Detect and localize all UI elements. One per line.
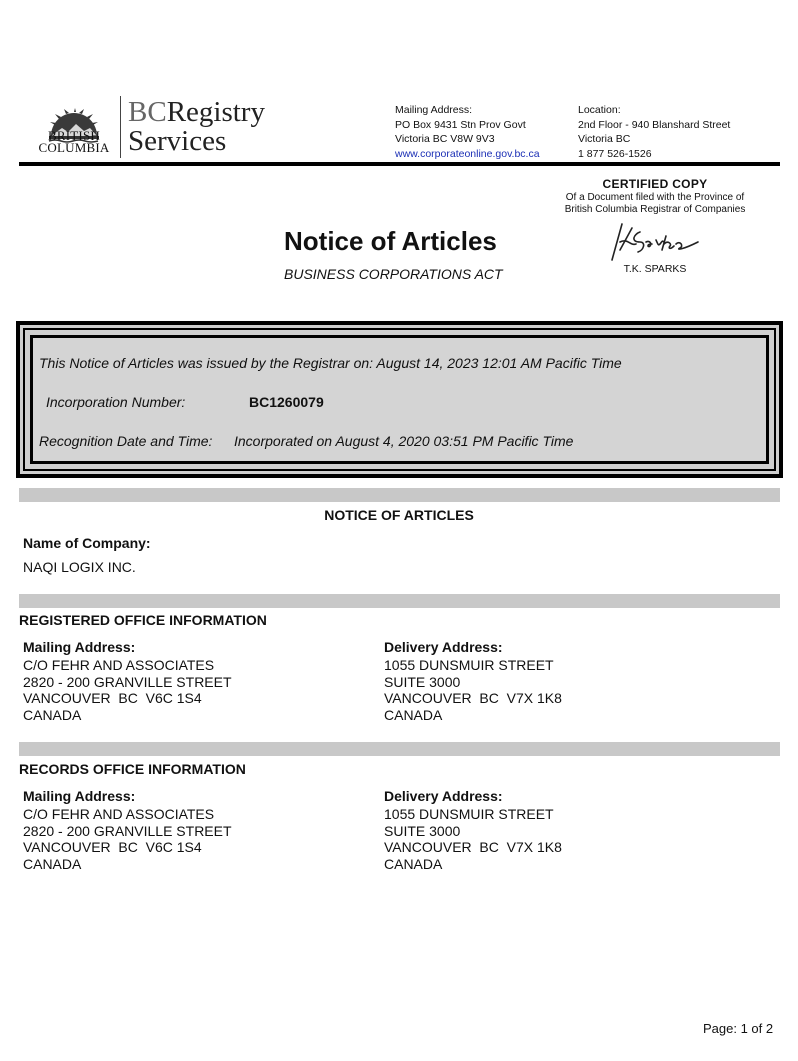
logo-divider: [120, 96, 121, 158]
issued-statement: This Notice of Articles was issued by the Registrar on: August 14, 2023 12:01 AM Pacific Time: [39, 355, 622, 371]
section-band: [19, 594, 780, 608]
records-mailing-address: [23, 806, 232, 873]
recognition-label: Recognition Date and Time:: [39, 433, 213, 449]
address-line: VANCOUVER BC V7X 1K8: [384, 690, 562, 707]
mailing-address-label: Mailing Address:: [395, 104, 473, 116]
mailing-address-line: Victoria BC V8W 9V3: [395, 133, 495, 145]
address-line: SUITE 3000: [384, 822, 461, 839]
address-line: VANCOUVER BC V7X 1K8: [384, 839, 562, 856]
registered-delivery-address: [384, 657, 562, 724]
mailing-address-line: PO Box 9431 Stn Prov Govt: [395, 118, 526, 131]
address-line: SUITE 3000: [384, 673, 461, 690]
document-title: Notice of Articles: [284, 226, 497, 256]
address-line: VANCOUVER BC V6C 1S4: [23, 839, 202, 856]
address-line: C/O FEHR AND ASSOCIATES: [23, 657, 215, 673]
certified-copy-line: British Columbia Registrar of Companies: [564, 204, 746, 215]
records-office-heading: RECORDS OFFICE INFORMATION: [19, 761, 246, 777]
address-line: CANADA: [384, 856, 443, 873]
address-line: 2820 - 200 GRANVILLE STREET: [23, 822, 232, 839]
incorporation-number: BC1260079: [249, 394, 324, 410]
registered-office-heading: REGISTERED OFFICE INFORMATION: [19, 612, 267, 628]
certified-copy-heading: CERTIFIED COPY: [602, 177, 708, 191]
location-line: 2nd Floor - 940 Blanshard Street: [578, 118, 731, 131]
phone-number: 1 877 526-1526: [578, 147, 652, 160]
registered-mailing-address: [23, 657, 232, 724]
records-mailing-label: Mailing Address:: [23, 788, 136, 804]
address-line: VANCOUVER BC V6C 1S4: [23, 690, 202, 707]
registry-services-wordmark: BCRegistry Services: [128, 96, 265, 157]
address-line: CANADA: [384, 707, 443, 724]
location-line: Victoria BC: [578, 133, 631, 145]
page-number: Page: 1 of 2: [703, 1021, 774, 1036]
address-line: 1055 DUNSMUIR STREET: [384, 657, 554, 673]
address-line: 2820 - 200 GRANVILLE STREET: [23, 673, 232, 690]
registered-delivery-label: Delivery Address:: [384, 639, 503, 655]
records-delivery-label: Delivery Address:: [384, 788, 503, 804]
document-subtitle: BUSINESS CORPORATIONS ACT: [284, 266, 503, 282]
registered-mailing-label: Mailing Address:: [23, 639, 136, 655]
certified-copy-line: Of a Document filed with the Province of: [565, 192, 745, 203]
bc-wordmark: BRITISH COLUMBIA: [38, 128, 110, 155]
recognition-value: Incorporated on August 4, 2020 03:51 PM Pacific Time: [234, 433, 574, 449]
address-line: CANADA: [23, 856, 82, 873]
address-line: CANADA: [23, 707, 82, 724]
address-line: 1055 DUNSMUIR STREET: [384, 806, 554, 822]
incorporation-number-label: Incorporation Number:: [46, 394, 186, 410]
signatory-name: T.K. SPARKS: [623, 263, 687, 275]
company-name: NAQI LOGIX INC.: [23, 559, 136, 575]
section-band: [19, 742, 780, 756]
location-block: [578, 103, 730, 161]
bc-registry-logo: [38, 92, 278, 162]
header-rule: [19, 162, 780, 166]
section-band: [19, 488, 780, 502]
mailing-address-block: [395, 103, 540, 161]
address-line: C/O FEHR AND ASSOCIATES: [23, 806, 215, 822]
notice-section-heading: NOTICE OF ARTICLES: [324, 507, 474, 523]
location-label: Location:: [578, 104, 621, 116]
certified-copy-block: [540, 177, 770, 216]
records-delivery-address: [384, 806, 562, 873]
signature-icon: [600, 220, 710, 264]
website-link[interactable]: www.corporateonline.gov.bc.ca: [395, 147, 540, 160]
company-name-label: Name of Company:: [23, 535, 151, 551]
